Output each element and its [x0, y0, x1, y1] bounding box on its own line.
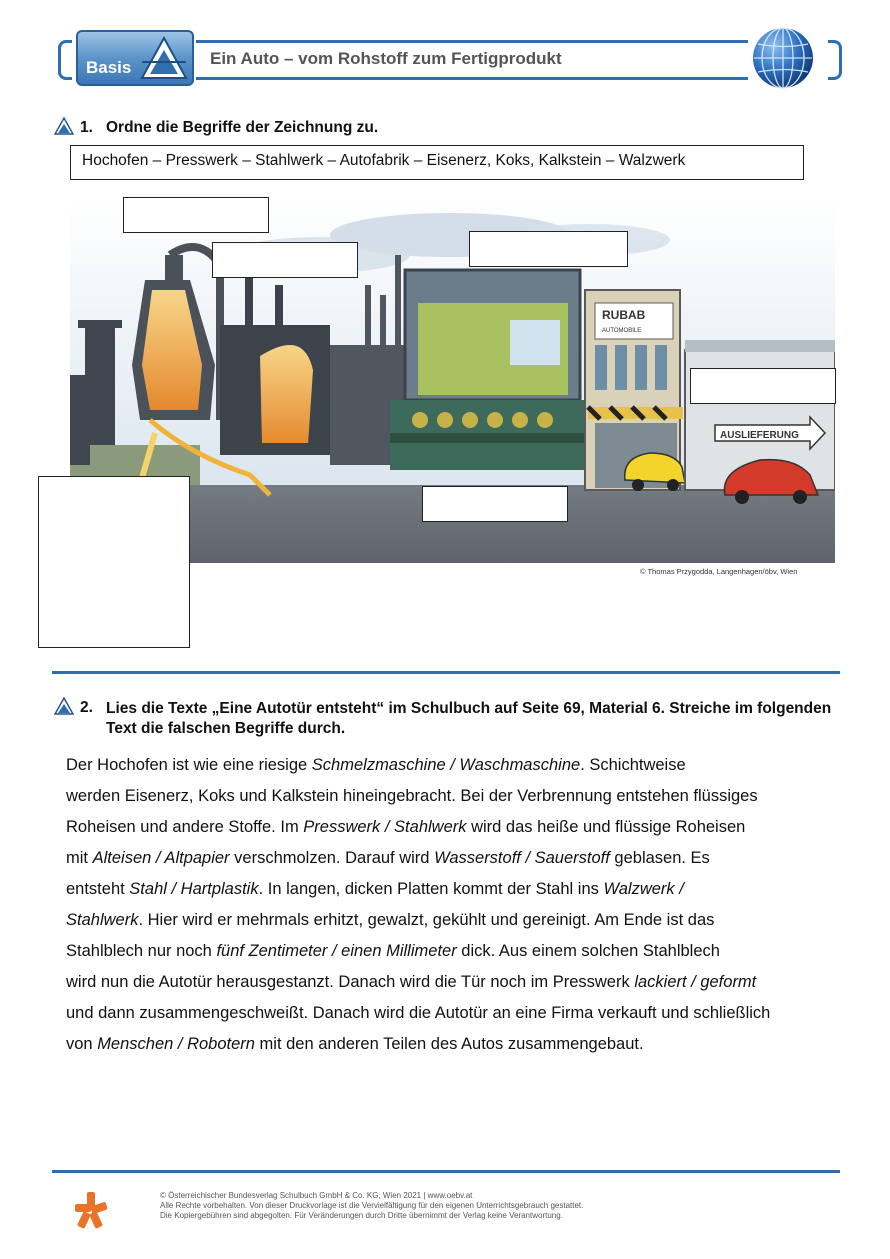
label-box-1[interactable]: [123, 197, 269, 233]
header-rule-bottom: [196, 77, 748, 80]
choice-option[interactable]: Walzwerk /: [603, 880, 684, 898]
header-bracket-right: [828, 40, 842, 80]
choice-option[interactable]: Stahlwerk: [66, 911, 139, 929]
label-box-3[interactable]: [469, 231, 628, 267]
factory-sign-sublabel: AUTOMOBILE: [602, 328, 642, 334]
task-number: 1.: [80, 119, 93, 136]
label-box-4[interactable]: [690, 368, 836, 404]
text-segment: wird das heiße und flüssige Roheisen: [466, 818, 746, 836]
task-instruction: Ordne die Begriffe der Zeichnung zu.: [106, 119, 379, 136]
choice-option[interactable]: Schmelzmaschine / Waschmaschine: [311, 756, 581, 774]
text-line: [66, 1004, 770, 1023]
header-rule-top: [196, 40, 748, 43]
footer-divider: [52, 1170, 840, 1173]
globe-icon: [752, 25, 814, 91]
section-divider: [52, 671, 840, 674]
terms-list: Hochofen – Presswerk – Stahlwerk – Autofabrik – Eisenerz, Koks, Kalkstein – Walzwerk: [82, 152, 686, 169]
header-bracket-left: [58, 40, 72, 80]
delivery-sign-label: AUSLIEFERUNG: [720, 430, 799, 441]
text-line: [66, 942, 720, 961]
text-line: [66, 973, 756, 992]
text-line: [66, 818, 745, 837]
label-box-2[interactable]: [212, 242, 358, 278]
illustration-credit: © Thomas Przygodda, Langenhagen/öbv, Wien: [640, 567, 798, 576]
factory-sign-label: RUBAB: [602, 308, 646, 322]
label-box-6[interactable]: [38, 476, 190, 648]
text-line: [66, 849, 710, 868]
text-line: [66, 787, 758, 806]
text-segment: Der Hochofen ist wie eine riesige: [66, 756, 312, 774]
text-segment: mit: [66, 849, 93, 867]
footer-line-3: Die Kopiergebühren sind abgegolten. Für Veränderungen durch Dritte übernimmt der Verlag keine Verantwortung.: [160, 1211, 563, 1220]
choice-option[interactable]: fünf Zentimeter / einen Millimeter: [216, 942, 457, 960]
text-segment: verschmolzen. Darauf wird: [229, 849, 435, 867]
worksheet-title: Ein Auto – vom Rohstoff zum Fertigprodukt: [210, 49, 562, 68]
basis-level-icon: [54, 117, 74, 135]
choice-option[interactable]: Alteisen / Altpapier: [92, 849, 230, 867]
footer-line-2: Alle Rechte vorbehalten. Von dieser Druckvorlage ist die Vervielfältigung für den eigenen Unterrichtsgebrauch gestattet.: [160, 1201, 584, 1210]
text-segment: . Schichtweise: [580, 756, 686, 774]
task-number: 2.: [80, 699, 93, 716]
footer-line-1: © Österreichischer Bundesverlag Schulbuch GmbH & Co. KG, Wien 2021 | www.oebv.at: [160, 1191, 473, 1200]
choice-option[interactable]: Menschen / Robotern: [97, 1035, 255, 1053]
text-segment: mit den anderen Teilen des Autos zusammengebaut.: [254, 1035, 644, 1053]
level-badge-label: Basis: [86, 58, 132, 77]
text-line: [66, 756, 686, 775]
text-segment: und dann zusammengeschweißt. Danach wird die Autotür an eine Firma verkauft und schließlich: [66, 1004, 771, 1022]
text-segment: dick. Aus einem solchen Stahlblech: [456, 942, 720, 960]
text-line: [66, 911, 714, 930]
footer-copyright: [160, 1191, 583, 1221]
text-segment: Roheisen und andere Stoffe. Im: [66, 818, 304, 836]
label-box-5[interactable]: [422, 486, 568, 522]
text-segment: geblasen. Es: [609, 849, 710, 867]
task-instruction: Lies die Texte „Eine Autotür entsteht“ im Schulbuch auf Seite 69, Material 6. Streiche im folgenden Text die falschen Begriffe durch.: [106, 700, 832, 737]
level-triangle-icon: [140, 36, 188, 80]
choice-option[interactable]: lackiert / geformt: [634, 973, 757, 991]
text-segment: von: [66, 1035, 98, 1053]
text-line: [66, 1035, 644, 1054]
text-segment: Stahlblech nur noch: [66, 942, 217, 960]
text-segment: entsteht: [66, 880, 130, 898]
text-segment: wird nun die Autotür herausgestanzt. Danach wird die Tür noch im Presswerk: [66, 973, 635, 991]
choice-option[interactable]: Wasserstoff / Sauerstoff: [434, 849, 610, 867]
text-segment: . In langen, dicken Platten kommt der Stahl ins: [258, 880, 604, 898]
publisher-logo-icon: [72, 1190, 110, 1230]
choice-option[interactable]: Stahl / Hartplastik: [129, 880, 259, 898]
basis-level-icon: [54, 697, 74, 715]
text-line: [66, 880, 684, 899]
text-segment: werden Eisenerz, Koks und Kalkstein hineingebracht. Bei der Verbrennung entstehen flüssiges: [66, 787, 758, 805]
choice-option[interactable]: Presswerk / Stahlwerk: [303, 818, 467, 836]
text-segment: . Hier wird er mehrmals erhitzt, gewalzt, gekühlt und gereinigt. Am Ende ist das: [138, 911, 715, 929]
